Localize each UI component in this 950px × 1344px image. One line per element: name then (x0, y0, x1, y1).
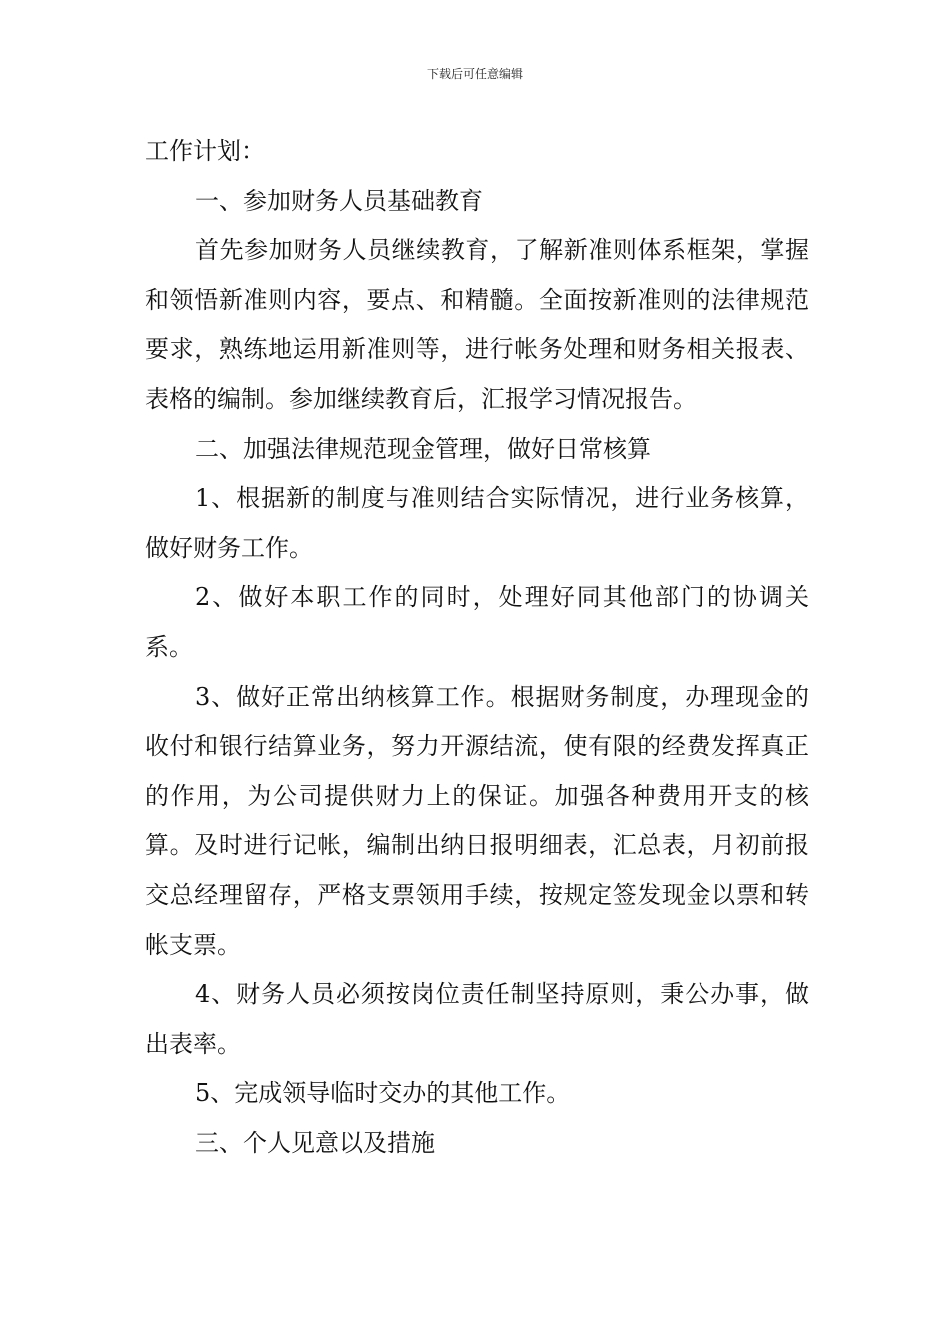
document-body (145, 127, 809, 1168)
paragraph-continuing-education: 首先参加财务人员继续教育，了解新准则体系框架，掌握和领悟新准则内容，要点、和精髓。全面按新准则的法律规范要求，熟练地运用新准则等，进行帐务处理和财务相关报表、表格的编制。参加继续教育后，汇报学习情况报告。 (145, 236, 809, 413)
section-heading-1: 一、参加财务人员基础教育 (195, 186, 483, 215)
page-header-note: 下载后可任意编辑 (426, 67, 523, 81)
list-item-3: 3、做好正常出纳核算工作。根据财务制度，办理现金的收付和银行结算业务，努力开源结流，使有限的经费发挥真正的作用，为公司提供财力上的保证。加强各种费用开支的核算。及时进行记帐，编制出纳日报明细表，汇总表，月初前报交总经理留存，严格支票领用手续，按规定签发现金以票和转帐支票。 (145, 682, 809, 959)
document-title: 工作计划： (145, 137, 265, 165)
list-item-2: 2、做好本职工作的同时，处理好同其他部门的协调关系。 (145, 583, 809, 661)
section-heading-2: 二、加强法律规范现金管理，做好日常核算 (195, 434, 651, 463)
list-item-1: 1、根据新的制度与准则结合实际情况，进行业务核算，做好财务工作。 (145, 484, 809, 562)
section-heading-3: 三、个人见意以及措施 (195, 1128, 435, 1157)
list-item-5: 5、完成领导临时交办的其他工作。 (195, 1079, 571, 1108)
list-item-4: 4、财务人员必须按岗位责任制坚持原则，秉公办事，做出表率。 (145, 980, 809, 1058)
